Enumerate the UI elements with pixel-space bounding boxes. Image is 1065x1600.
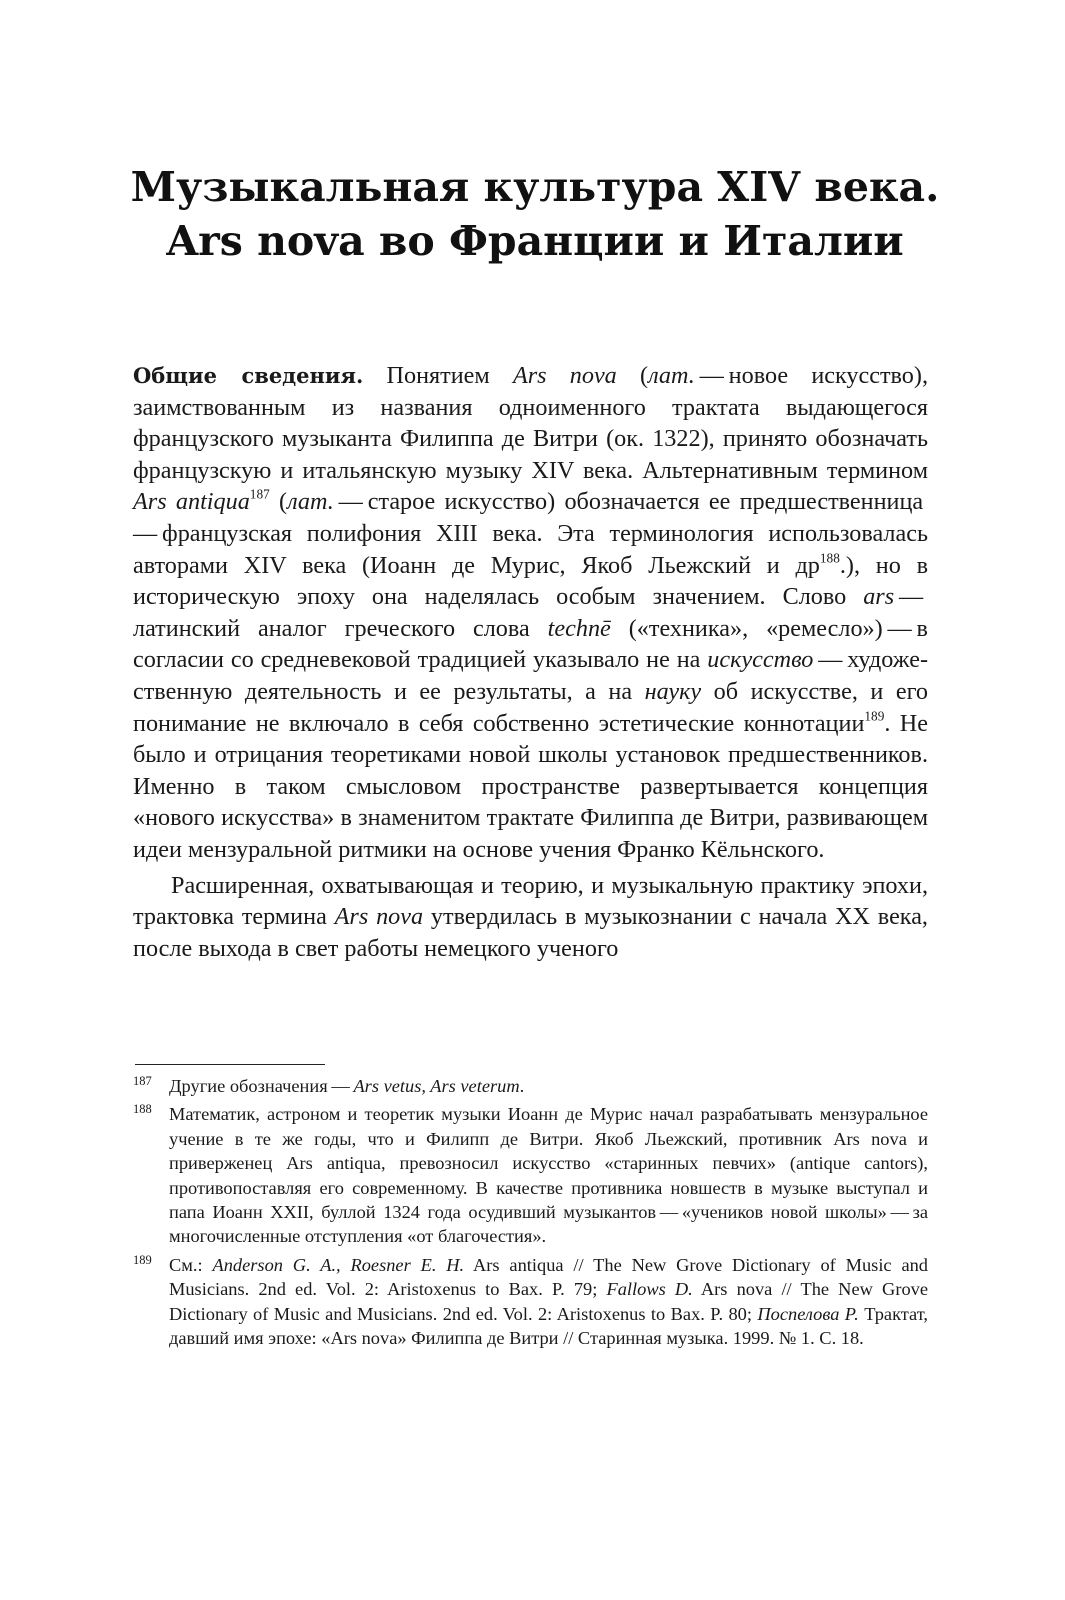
text-run: — художественную деятельность и ее результаты, а на [133,646,928,705]
footnote-ref-189[interactable]: 189 [864,707,885,723]
italic-term: искусство [707,646,814,674]
footnote-number: 188 [133,1102,152,1117]
text-run: — новое искусство), заимствованным из названия одноименного трактата выдающегося французского музыканта Филиппа де Витри (ок. 1322), принято обозначать французскую и итальянскую музыку XIV века. Альтернативным термином [133,362,928,484]
text-run: Расширенная, охватывающая и теорию, и музыкальную практику эпохи, трактовка термина [133,871,928,931]
paragraph-2 [133,870,928,965]
footnote-ref-188[interactable]: 188 [819,549,840,565]
footnote-number: 187 [133,1074,152,1088]
italic-term: Ars nova [334,903,424,931]
italic-term: Ars nova [512,362,617,389]
chapter-title-line-1: Музыкальная культура XIV века. [130,163,940,211]
text-run: См.: [169,1254,213,1275]
text-run: . Не было и отрицания теоретиками новой школы установок предшественников. Именно в таком смысловом пространстве развертывается концепция «нового искусства» в знаменитом трактате Филиппа де Витри, развивающем идеи мензуральной ритмики на основе учения Франко Кёльнского. [133,709,928,863]
text-run: Понятием [363,362,513,389]
text-run: Трактат, давший имя эпохе: «Ars nova» Филиппа де Витри // Старинная музыка. 1999. № 1. С. 18. [169,1303,928,1349]
footnote-188 [133,1102,928,1248]
text-run: Другие обозначения — [169,1076,354,1096]
footnote-text: Математик, астроном и теоретик музыки Иоанн де Мурис начал разрабатывать мензуральное учение в те же годы, что и Филипп де Витри. Якоб Льежский, противник Ars nova и приверженец Ars antiqua, превозносил искусство «старинных певчих» (antique cantors), противопоставляя его современному. В качестве противника новшеств в музыке выступал и папа Иоанн XXII, буллой 1324 года осудивший музыкантов — «учеников новой школы» — за многочисленные отступления «от благочестия». [169,1104,928,1247]
text-run: об искусстве, и его понимание не включало в себя собственно эстетические коннотации [133,677,928,737]
footnotes [133,1074,928,1354]
italic-author: Anderson G. A., Roesner E. H. [212,1254,465,1275]
text-run: .), но в историческую эпоху она наделялась особым значением. Слово [133,551,929,611]
chapter-title [100,160,970,268]
italic-term: науку [644,677,702,705]
text-run: — старое искусство) обозначается ее предшественница — французская полифония XIII века. Эта терминология использовалась авторами XIV века (Иоанн де Мурис, Якоб Льежский и др [133,488,929,579]
footnote-189 [133,1253,928,1351]
italic-term: ars [863,583,895,611]
paragraph-1 [133,360,928,866]
italic-author: Fallows D. [606,1279,693,1300]
italic-term: technē [547,614,611,642]
text-run: — латинский аналог греческого слова [133,583,928,642]
text-run: ( [616,362,649,389]
italic-abbrev: лат. [648,362,695,389]
italic-author: Поспелова Р. [757,1303,859,1324]
body-text [133,360,928,964]
italic-term: Ars antiqua [133,488,250,516]
section-lead: Общие сведения. [133,363,364,388]
italic-abbrev: лат. [287,488,334,516]
text-run: («техника», «ремесло») — в согласии со средневековой традицией указывало не на [133,614,928,674]
text-run: Ars antiqua // The New Grove Dictionary of Music and Musicians. 2nd ed. Vol. 2: Aristoxenus to Bax. P. 79; [169,1254,929,1300]
footnote-ref-187[interactable]: 187 [249,486,270,502]
text-run: . [519,1076,525,1096]
italic-term: Ars vetus, Ars veterum [353,1076,520,1096]
footnote-divider [135,1064,325,1065]
text-run: ( [269,488,288,516]
chapter-title-line-2: Ars nova во Франции и Италии [166,217,904,265]
footnote-187 [133,1074,928,1098]
text-run: Ars nova // The New Grove Dictionary of Music and Musicians. 2nd ed. Vol. 2: Aristoxenus to Bax. P. 80; [169,1279,928,1324]
footnote-number: 189 [133,1252,152,1267]
text-run: утвердилась в музыкознании с начала XX века, после выхода в свет работы немецкого ученого [133,903,928,962]
